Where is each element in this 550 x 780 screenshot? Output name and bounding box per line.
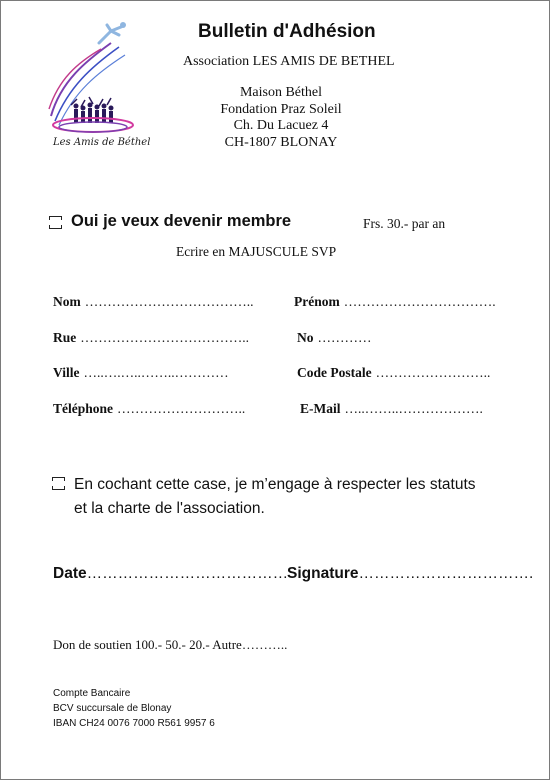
date-dots: ………………………………… <box>86 565 289 582</box>
field-dots: …………………….. <box>375 365 491 380</box>
field-rue[interactable] <box>53 329 249 347</box>
field-label: Téléphone <box>53 401 114 416</box>
field-dots: ………… <box>317 330 372 345</box>
field-label: Nom <box>53 294 81 309</box>
field-dots: ……………………….. <box>117 401 246 416</box>
consent-checkbox[interactable] <box>52 477 65 490</box>
field-prenom[interactable] <box>294 293 496 311</box>
date-label: Date <box>53 565 87 582</box>
form-title: Bulletin d'Adhésion <box>198 21 376 42</box>
field-dots: …..….…..……..………… <box>83 365 229 380</box>
address-line: Ch. Du Lacuez 4 <box>233 118 329 133</box>
association-name: Association LES AMIS DE BETHEL <box>183 54 395 69</box>
membership-fee: Frs. 30.- par an <box>363 216 446 231</box>
field-telephone[interactable] <box>53 400 245 418</box>
address-line: CH-1807 BLONAY <box>224 134 338 150</box>
logo-text: Les Amis de Béthel <box>53 137 151 148</box>
membership-checkbox[interactable] <box>49 216 62 229</box>
dancing-figures-logo-icon <box>41 21 151 156</box>
field-label: Ville <box>53 365 80 380</box>
field-label: Code Postale <box>297 365 372 380</box>
bank-iban: IBAN CH24 0076 7000 R561 9957 6 <box>53 718 215 729</box>
membership-option-label: Oui je veux devenir membre <box>71 212 292 230</box>
date-field[interactable] <box>53 565 288 583</box>
field-label: Rue <box>53 330 77 345</box>
field-nom[interactable] <box>53 293 254 311</box>
address-line: Maison Béthel <box>239 85 323 100</box>
bank-details <box>53 686 215 731</box>
field-ville[interactable] <box>53 364 229 382</box>
field-dots: ……………………………….. <box>84 294 254 309</box>
field-dots: ……………………………. <box>343 294 496 309</box>
bank-line: Compte Bancaire <box>53 688 131 699</box>
address-block <box>191 85 371 151</box>
field-email[interactable] <box>300 400 483 418</box>
address-line: Fondation Praz Soleil <box>220 101 342 117</box>
field-label: E-Mail <box>300 401 341 416</box>
consent-line: En cochant cette case, je m’engage à respecter les statuts <box>74 476 476 493</box>
field-code-postale[interactable] <box>297 364 490 382</box>
signature-field[interactable] <box>287 565 533 583</box>
field-dots: ……………………………….. <box>80 330 249 345</box>
field-label: No <box>297 330 314 345</box>
field-no[interactable] <box>297 329 372 347</box>
donation-options: Don de soutien 100.- 50.- 20.- Autre……….. <box>53 637 288 652</box>
consent-text <box>74 473 476 521</box>
signature-label: Signature <box>287 565 359 582</box>
bank-line: BCV succursale de Blonay <box>53 703 172 714</box>
uppercase-instruction: Ecrire en MAJUSCULE SVP <box>176 244 337 259</box>
consent-line: et la charte de l'association. <box>74 500 265 517</box>
signature-dots: ……………………………. <box>358 565 534 582</box>
field-dots: …..……..………………. <box>344 401 483 416</box>
field-label: Prénom <box>294 294 340 309</box>
